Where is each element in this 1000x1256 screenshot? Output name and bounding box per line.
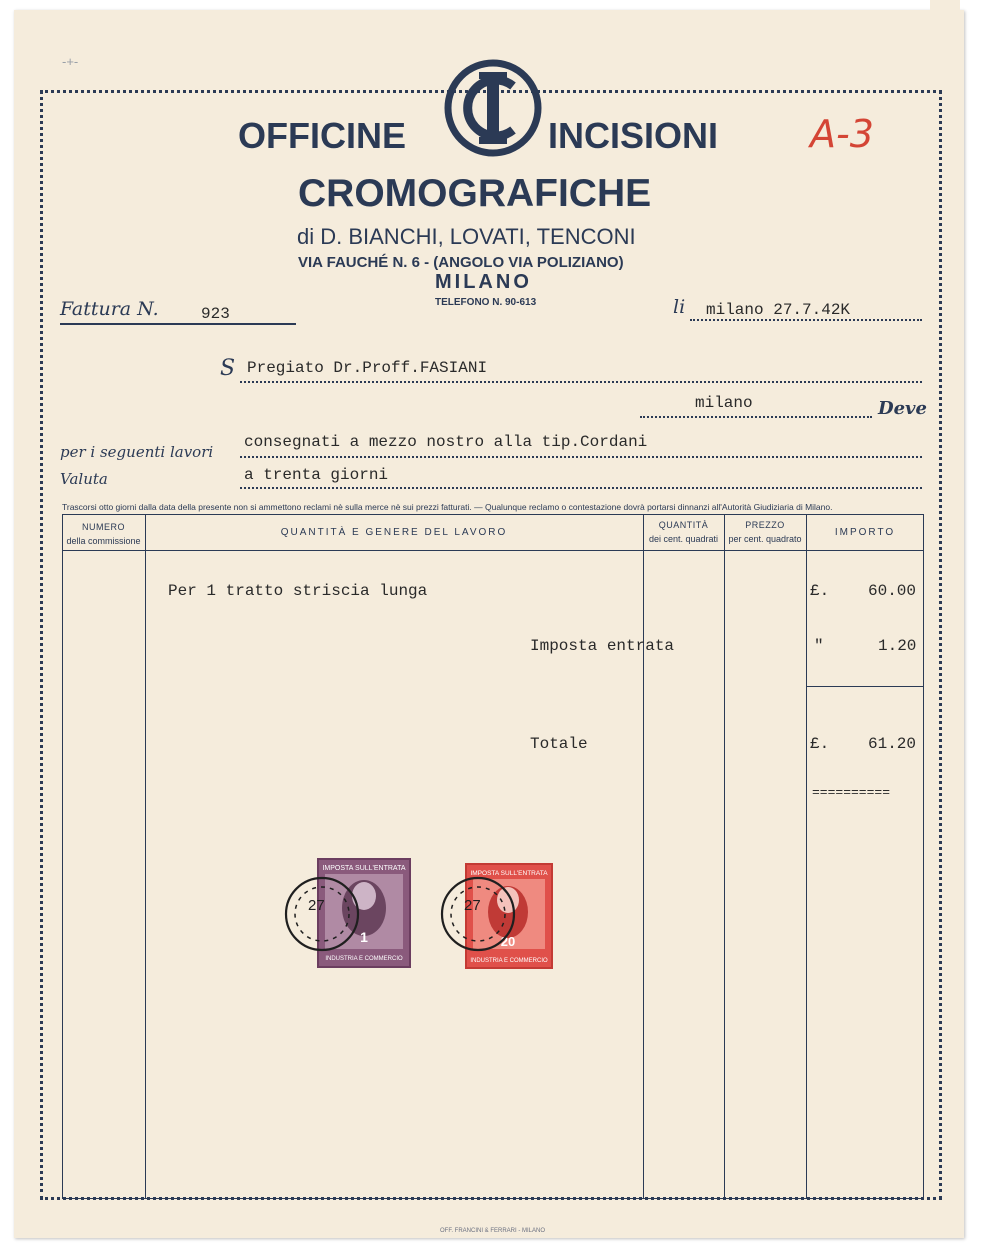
- stamp-1-label-top: IMPOSTA SULL'ENTRATA: [322, 865, 406, 872]
- lavori-label: per i seguenti lavori: [60, 443, 214, 461]
- th-genere: QUANTITÀ E GENERE DEL LAVORO: [280, 527, 508, 538]
- deve-label: Deve: [878, 398, 927, 419]
- th-numero: NUMERO: [82, 522, 125, 532]
- col-divider-4: [806, 514, 807, 1199]
- lavori-underline: [240, 456, 922, 458]
- th-quantita: QUANTITÀ: [658, 520, 709, 530]
- col-divider-3: [724, 514, 725, 1199]
- fattura-underline: [60, 323, 296, 325]
- customer-underline: [240, 381, 922, 383]
- company-phone: TELEFONO N. 90-613: [435, 297, 537, 308]
- th-prezzo-sub: per cent. quadrato: [728, 534, 802, 544]
- customer-city: milano: [695, 394, 753, 412]
- total-double-rule: ==========: [812, 785, 891, 800]
- paper-tab: [930, 0, 960, 40]
- row-3-currency: £.: [810, 735, 830, 753]
- stamp-2-cancel: 27: [464, 897, 481, 914]
- red-annotation: A-3: [810, 112, 874, 156]
- row-1-amount: 60.00: [868, 582, 917, 600]
- invoice-number: 923: [201, 305, 230, 323]
- invoice-date: milano 27.7.42K: [706, 301, 851, 319]
- company-logo: [443, 58, 543, 158]
- fattura-label: Fattura N.: [60, 298, 159, 320]
- stamp-1-label-bottom: INDUSTRIA E COMMERCIO: [325, 956, 403, 962]
- col-divider-2: [643, 514, 644, 1199]
- stamp-2-value: 20: [500, 934, 516, 949]
- terms-text: Trascorsi otto giorni dalla data della presente non si ammettono reclami nè sulla merce nè sui prezzi fatturati. — Qualunque reclamo o contestazione dovrà portarsi dinnanzi all'Autorità Giudiziaria di Milano.: [62, 502, 833, 512]
- valuta-label: Valuta: [60, 470, 108, 488]
- subtotal-rule: [806, 686, 924, 687]
- row-1-currency: £.: [810, 582, 830, 600]
- salutation-mark: S: [220, 356, 236, 381]
- row-3-description: Totale: [530, 735, 588, 753]
- col-divider-1: [145, 514, 146, 1199]
- customer-name: Pregiato Dr.Proff.FASIANI: [247, 359, 488, 377]
- row-2-description: Imposta entrata: [530, 637, 675, 655]
- city-underline: [640, 416, 872, 418]
- company-name-right: INCISIONI: [548, 115, 719, 156]
- revenue-stamp-1: [280, 852, 420, 977]
- company-city: MILANO: [435, 271, 532, 293]
- pencil-mark: -+-: [62, 54, 79, 69]
- date-underline: [690, 319, 922, 321]
- lavori-value: consegnati a mezzo nostro alla tip.Cordani: [244, 433, 648, 451]
- row-2-amount: 1.20: [878, 637, 917, 655]
- date-label: li: [673, 296, 686, 318]
- th-importo: IMPORTO: [834, 527, 896, 538]
- valuta-underline: [240, 487, 922, 489]
- stamp-1-value: 1: [360, 929, 368, 945]
- stamp-2-label-bottom: INDUSTRIA E COMMERCIO: [470, 958, 548, 964]
- row-1-description: Per 1 tratto striscia lunga: [168, 582, 428, 600]
- th-numero-sub: della commissione: [66, 536, 141, 546]
- company-owners: di D. BIANCHI, LOVATI, TENCONI: [297, 224, 636, 249]
- company-name-left: OFFICINE: [238, 115, 406, 156]
- revenue-stamp-2: [438, 852, 568, 977]
- company-address: VIA FAUCHÉ N. 6 - (ANGOLO VIA POLIZIANO): [298, 254, 624, 271]
- row-3-amount: 61.20: [868, 735, 917, 753]
- stamp-1-cancel: 27: [308, 897, 325, 914]
- header-divider: [62, 550, 924, 551]
- th-quantita-sub: dei cent. quadrati: [648, 534, 719, 544]
- printer-footer: OFF. FRANCINI & FERRARI - MILANO: [440, 1228, 546, 1234]
- th-prezzo: PREZZO: [745, 520, 785, 530]
- row-2-currency: ": [814, 637, 824, 655]
- company-name-line2: CROMOGRAFICHE: [298, 172, 652, 215]
- stamp-2-label-top: IMPOSTA SULL'ENTRATA: [470, 870, 548, 877]
- valuta-value: a trenta giorni: [244, 466, 389, 484]
